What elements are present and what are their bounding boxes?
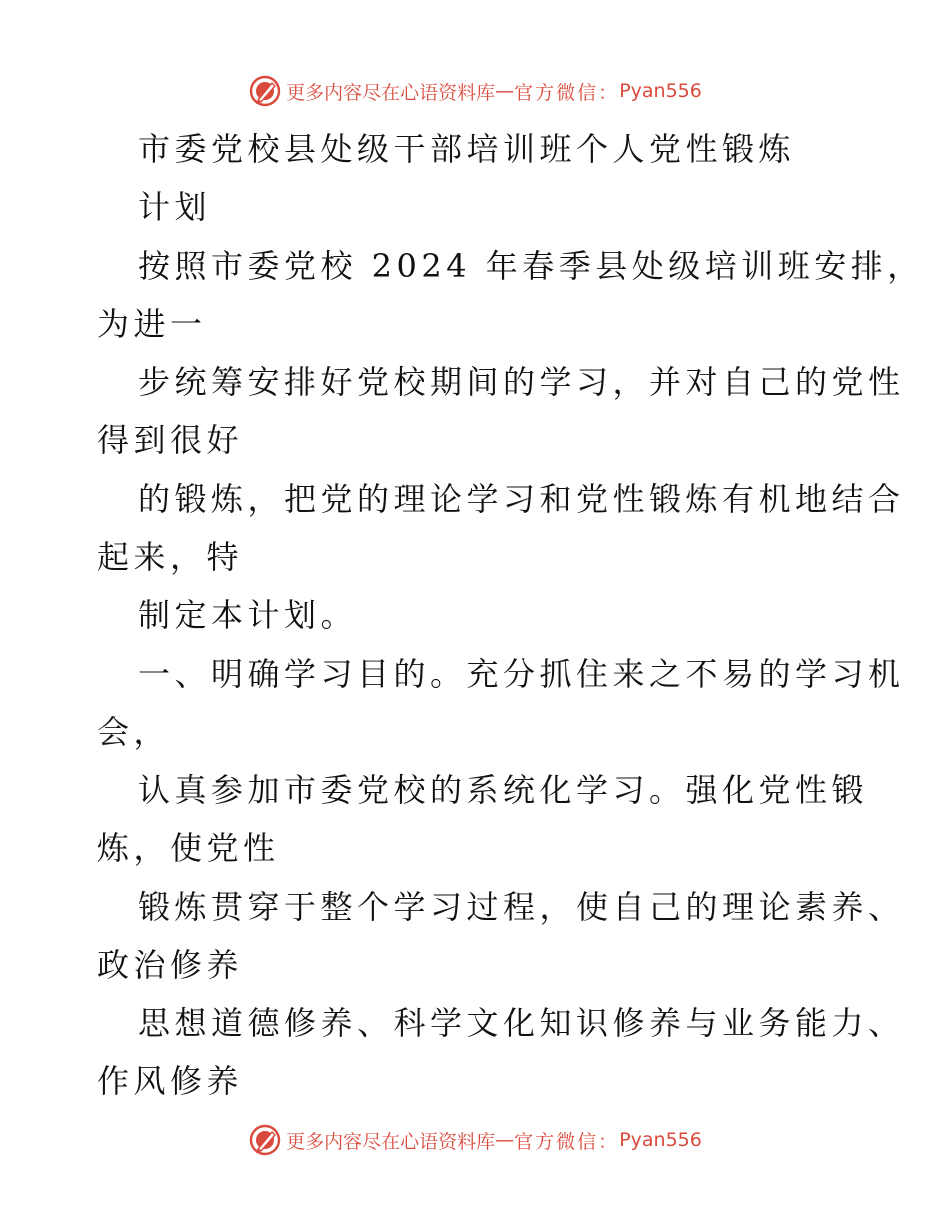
- banner-separator: —: [495, 80, 515, 102]
- banner-wechat-label: 官方微信：: [514, 81, 620, 104]
- banner-separator: —: [495, 1129, 515, 1151]
- doc-paragraph-line: 认真参加市委党校的系统化学习。强化党性锻: [138, 771, 869, 809]
- doc-title-line-2: 计划: [138, 188, 212, 226]
- doc-paragraph-line: 为进一: [97, 305, 207, 343]
- doc-paragraph-line: 按照市委党校 2024 年春季县处级培训班安排，: [138, 247, 924, 285]
- doc-paragraph-line: 一、明确学习目的。充分抓住来之不易的学习机: [138, 655, 905, 693]
- doc-paragraph-line: 的锻炼，把党的理论学习和党性锻炼有机地结合: [138, 480, 905, 518]
- banner-wechat-label: 官方微信：: [514, 1130, 620, 1153]
- banner-promo-text: 更多内容尽在心语资料库: [286, 81, 496, 104]
- doc-paragraph-line: 会，: [97, 713, 171, 751]
- doc-paragraph-line: 步统筹安排好党校期间的学习，并对自己的党性: [138, 363, 905, 401]
- footer-banner: [0, 1120, 950, 1160]
- banner-wechat-id: Pyan556: [619, 80, 702, 102]
- doc-paragraph-line: 得到很好: [97, 421, 244, 459]
- doc-title-line-1: 市委党校县处级干部培训班个人党性锻炼: [138, 130, 796, 168]
- header-banner: [0, 71, 950, 111]
- doc-paragraph-line: 作风修养: [97, 1062, 244, 1100]
- pen-nib-icon: [248, 1123, 282, 1157]
- banner-promo-text: 更多内容尽在心语资料库: [286, 1130, 496, 1153]
- doc-paragraph-line: 锻炼贯穿于整个学习过程，使自己的理论素养、: [138, 888, 905, 926]
- doc-paragraph-line: 思想道德修养、科学文化知识修养与业务能力、: [138, 1004, 905, 1042]
- doc-paragraph-line: 政治修养: [97, 946, 244, 984]
- pen-nib-icon: [248, 74, 282, 108]
- doc-paragraph-line: 起来，特: [97, 538, 244, 576]
- doc-paragraph-line: 炼，使党性: [97, 829, 280, 867]
- doc-paragraph-line: 制定本计划。: [138, 596, 358, 634]
- banner-wechat-id: Pyan556: [619, 1129, 702, 1151]
